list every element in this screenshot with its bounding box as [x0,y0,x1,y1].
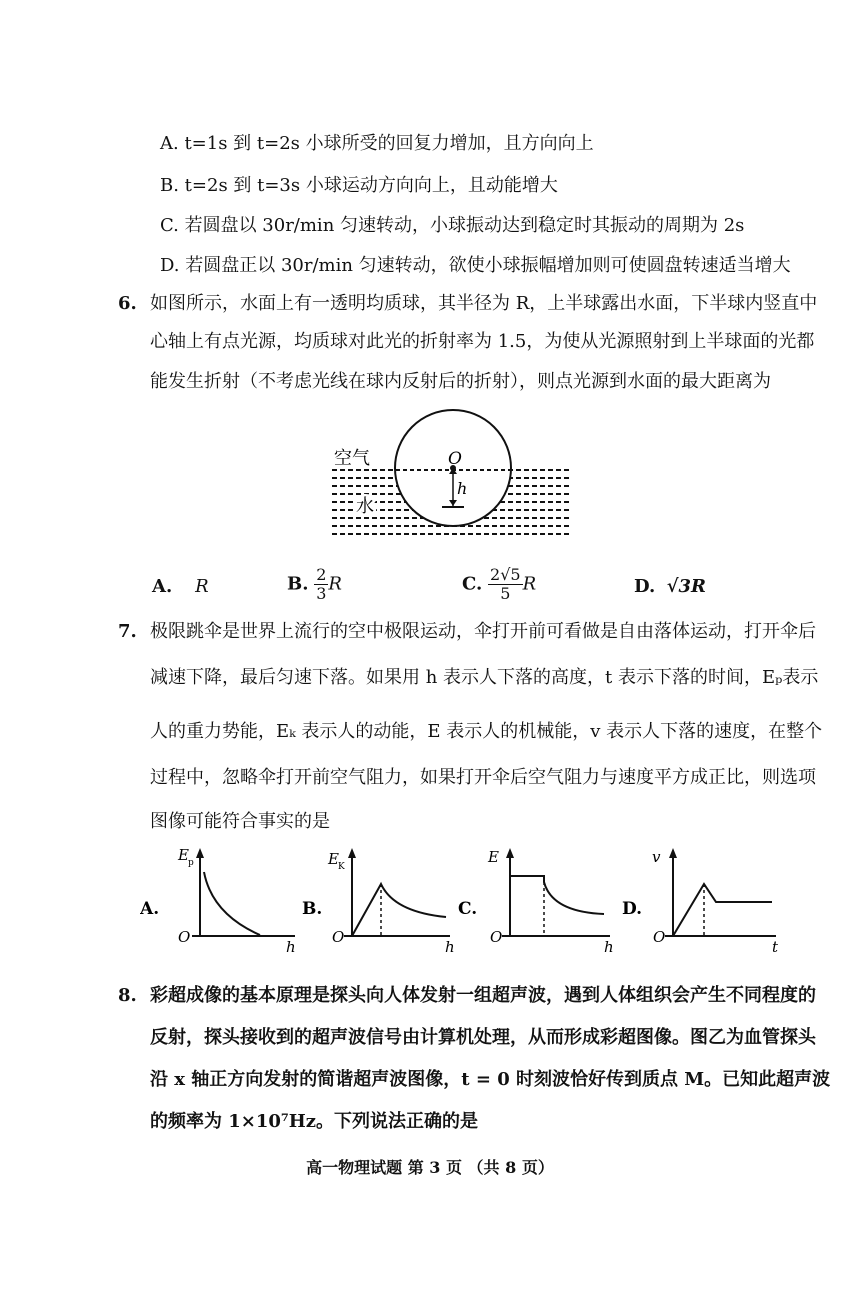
graph-c-letter: C. [458,899,478,919]
h-label: h [457,479,468,498]
q6-option-a-value: R [195,576,209,597]
page-footer: 高一物理试题 第 3 页 （共 8 页） [306,1158,554,1177]
q7-line-5: 图像可能符合事实的是 [150,811,330,832]
graph-c [458,848,614,956]
graph-c-curve [510,876,604,914]
q6-option-c-tail: R [522,573,537,595]
q5-option-c: C. 若圆盘以 30r/min 匀速转动，小球振动达到稳定时其振动的周期为 2s [160,215,745,236]
q6-option-c-letter: C. [462,573,483,595]
q7-line-4: 过程中，忽略伞打开前空气阻力，如果打开伞后空气阻力与速度平方成正比，则选项 [150,767,816,788]
center-label: O [448,449,462,469]
q5-option-d: D. 若圆盘正以 30r/min 匀速转动，欲使小球振幅增加则可使圆盘转速适当增大 [160,255,791,276]
graph-a-ysub: p [188,858,194,868]
q6-option-b-tail: R [328,573,342,595]
graph-a [140,846,296,956]
q6-line-3: 能发生折射（不考虑光线在球内反射后的折射），则点光源到水面的最大距离为 [150,371,771,392]
q8-line-2: 反射，探头接收到的超声波信号由计算机处理，从而形成彩超图像。图乙为血管探头 [150,1027,816,1048]
graph-d-xlabel: t [772,938,779,956]
q6-option-d-letter: D. [634,576,656,597]
q6-option-c-denominator: 5 [500,584,511,603]
air-label: 空气 [334,448,370,469]
graph-b-letter: B. [302,899,323,919]
graph-d-curve [673,884,772,936]
q5-option-a: A. t=1s 到 t=2s 小球所受的回复力增加，且方向向上 [160,133,594,154]
q7-line-1: 极限跳伞是世界上流行的空中极限运动，伞打开前可看做是自由落体运动，打开伞后 [150,621,816,642]
q6-sphere-figure [320,408,580,548]
q6-option-b-denominator: 3 [316,584,327,603]
q6-option-a [152,576,209,597]
q6-option-a-letter: A. [152,576,173,597]
graph-b-ysub: K [338,862,345,872]
graph-d-origin: O [653,928,666,946]
q8-number: 8. [118,985,137,1006]
graph-d-letter: D. [622,899,643,919]
graph-a-xlabel: h [286,938,296,956]
graph-b [302,848,455,956]
graph-b-ylabel: E [328,850,339,868]
q6-line-1: 如图所示，水面上有一透明均质球，其半径为 R，上半球露出水面，下半球内竖直中 [150,293,818,314]
q6-number: 6. [118,293,137,314]
q8-line-1: 彩超成像的基本原理是探头向人体发射一组超声波，遇到人体组织会产生不同程度的 [150,985,816,1006]
graph-c-ylabel: E [488,848,499,866]
q8-line-4: 的频率为 1×10⁷Hz。下列说法正确的是 [150,1111,479,1132]
graph-b-origin: O [332,928,345,946]
q7-graphs [140,842,790,960]
q6-option-b [287,566,342,603]
graph-c-origin: O [490,928,503,946]
q8-line-3: 沿 x 轴正方向发射的简谐超声波图像，t = 0 时刻波恰好传到质点 M。已知此超声波 [150,1069,831,1090]
graph-b-curve [352,884,446,936]
water-label: 水 [356,496,374,517]
graph-d-ylabel: v [652,848,661,866]
q6-option-d [634,576,706,597]
q7-line-3: 人的重力势能，Eₖ 表示人的动能，E 表示人的机械能，v 表示人下落的速度，在整个 [150,721,823,742]
q6-line-2: 心轴上有点光源，均质球对此光的折射率为 1.5，为使从光源照射到上半球面的光都 [150,331,815,352]
graph-c-xlabel: h [604,938,614,956]
q7-line-2: 减速下降，最后匀速下落。如果用 h 表示人下落的高度，t 表示下落的时间，Eₚ表示 [150,667,819,688]
graph-a-letter: A. [140,899,160,919]
q6-option-b-numerator: 2 [316,565,327,584]
q6-option-b-letter: B. [287,573,309,595]
q6-option-d-value: √3R [666,576,707,597]
graph-b-xlabel: h [445,938,455,956]
q7-number: 7. [118,621,137,642]
graph-a-curve [204,872,260,935]
q6-option-c-numerator: 2√5 [490,565,521,584]
graph-a-origin: O [178,928,191,946]
graph-d [622,848,779,956]
q6-option-c [462,566,536,603]
graph-a-ylabel: E [178,846,189,864]
q5-option-b: B. t=2s 到 t=3s 小球运动方向向上，且动能增大 [160,175,558,196]
